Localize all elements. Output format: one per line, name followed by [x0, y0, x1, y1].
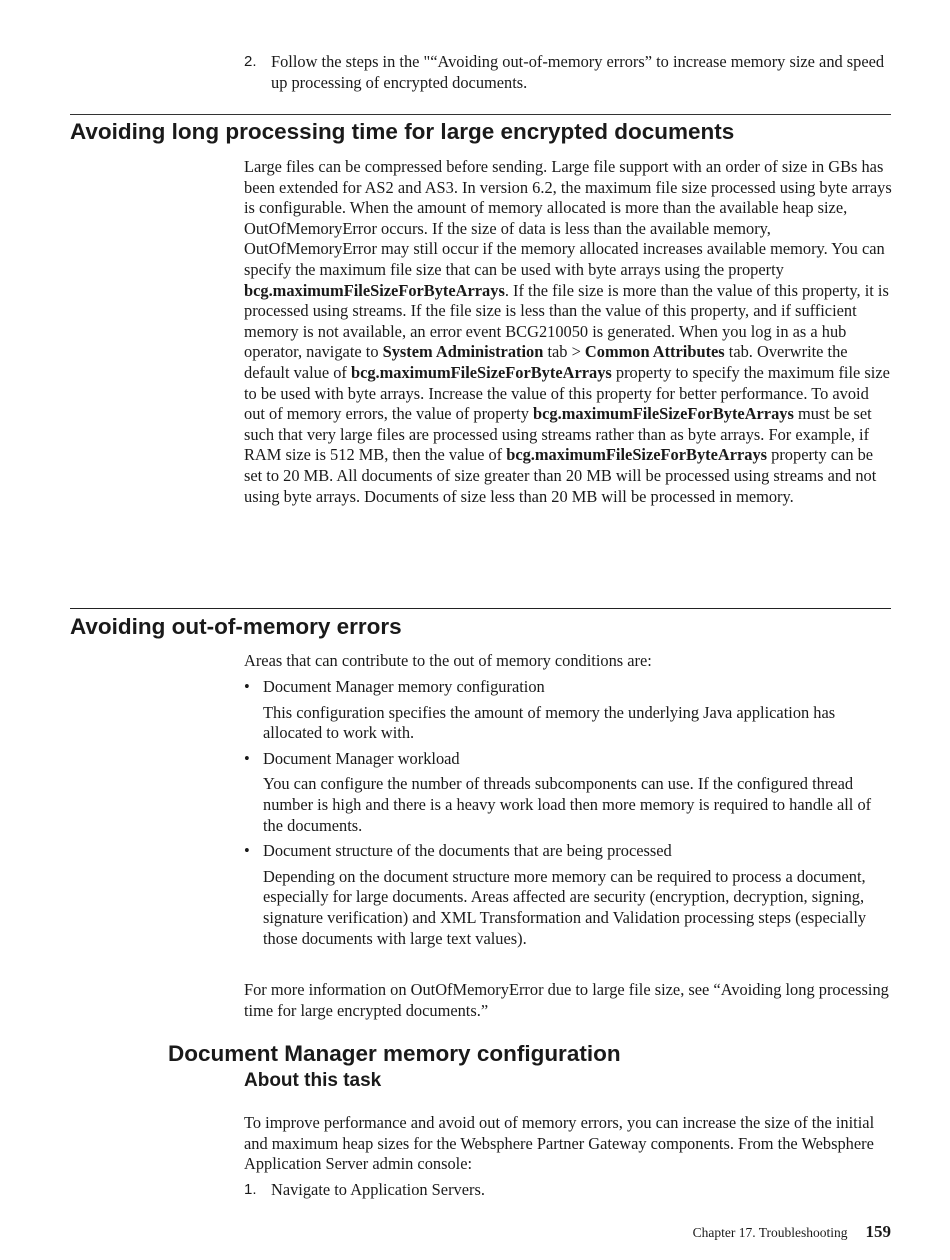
oom-bullet-list — [244, 677, 892, 949]
bullet-icon: • — [244, 841, 250, 861]
step-text: Follow the steps in the "“Avoiding out-of-memory errors” to increase memory size and speed up processing of encrypted documents. — [271, 52, 885, 92]
bullet-icon: • — [244, 677, 250, 696]
bullet-icon: • — [244, 748, 250, 768]
section-divider — [70, 608, 891, 609]
section-divider — [70, 114, 891, 115]
dm-config-paragraph: To improve performance and avoid out of memory errors, you can increase the size of the initial and maximum heap sizes for the Websphere Partner Gateway components. From the Websphere Application Server admin console: — [244, 1113, 875, 1174]
numbered-step-1 — [244, 1180, 894, 1201]
page-footer — [693, 1222, 891, 1242]
section-title-dm-config: Document Manager memory configuration — [168, 1041, 621, 1066]
list-item — [244, 841, 892, 949]
nav-common-attributes: Common Attributes — [584, 342, 725, 362]
property-name: bcg.maximumFileSizeForByteArrays — [244, 280, 505, 300]
bullet-description: You can configure the number of threads subcomponents can use. If the configured thread number is high and there is a heavy work load then more memory is required to handle all of the documents. — [263, 774, 872, 835]
list-item — [244, 677, 892, 744]
step-number: 2. — [244, 53, 257, 70]
bullet-label: Document Manager workload — [263, 748, 460, 768]
bullet-description: This configuration specifies the amount of memory the underlying Java application has allocated to work with. — [263, 702, 836, 743]
long-processing-paragraph: Large files can be compressed before sending. Large file support with an order of size in GBs has been extended for AS2 and AS3. In version 6.2, the maximum file size processed using byte arrays is configurable. When the amount of memory allocated is more than the available heap size, OutOfMemoryError occurs. If the size of data is less than the available memory, OutOfMemoryError may still occur if the memory allocated increases available memory. You can specify the maximum file size that can be used with byte arrays using the property bcg.maximumFileSizeForByteArrays. If the file size is more than the value of this property, it is processed using streams. If the file size is less than the value of this property, and if sufficient memory is not available, an error event BCG210050 is generated. When you log in as a hub operator, navigate to System Administration tab > Common Attributes tab. Overwrite the default value of bcg.maximumFileSizeForByteArrays property to specify the maximum file size to be used with byte arrays. Increase the value of this property for better performance. To avoid out of memory errors, the value of property bcg.maximumFileSizeForByteArrays must be set such that very large files are processed using streams rather than as byte arrays. For example, if RAM size is 512 MB, then the value of bcg.maximumFileSizeForByteArrays property can be set to 20 MB. All documents of size greater than 20 MB will be processed using streams and not using byte arrays. Documents of size less than 20 MB will be processed in memory. — [244, 157, 892, 506]
property-name: bcg.maximumFileSizeForByteArrays — [533, 404, 794, 424]
page-number: 159 — [865, 1222, 891, 1241]
list-item — [244, 749, 892, 836]
bullet-label: Document structure of the documents that are being processed — [263, 841, 672, 861]
section-title-oom: Avoiding out-of-memory errors — [70, 614, 402, 639]
numbered-step-2 — [244, 52, 894, 93]
property-name: bcg.maximumFileSizeForByteArrays — [350, 362, 612, 382]
property-name: bcg.maximumFileSizeForByteArrays — [506, 445, 768, 465]
section-title-long-processing: Avoiding long processing time for large encrypted documents — [70, 119, 735, 144]
oom-more-info: For more information on OutOfMemoryError due to large file size, see “Avoiding long processing time for large encrypted documents.” — [244, 980, 889, 1020]
step-number: 1. — [244, 1181, 257, 1198]
bullet-description: Depending on the document structure more memory can be required to process a document, especially for large documents. Areas affected are security (encryption, decryption, signing, signature verification) and XML Transformation and Validation processing steps (especially those documents with large text values). — [263, 866, 867, 948]
subsection-title-about-task: About this task — [244, 1070, 382, 1091]
bullet-label: Document Manager memory configuration — [263, 677, 545, 696]
oom-intro: Areas that can contribute to the out of memory conditions are: — [244, 651, 652, 670]
nav-system-administration: System Administration — [382, 342, 544, 362]
chapter-label: Chapter 17. Troubleshooting — [692, 1225, 848, 1240]
step-text: Navigate to Application Servers. — [271, 1180, 485, 1199]
